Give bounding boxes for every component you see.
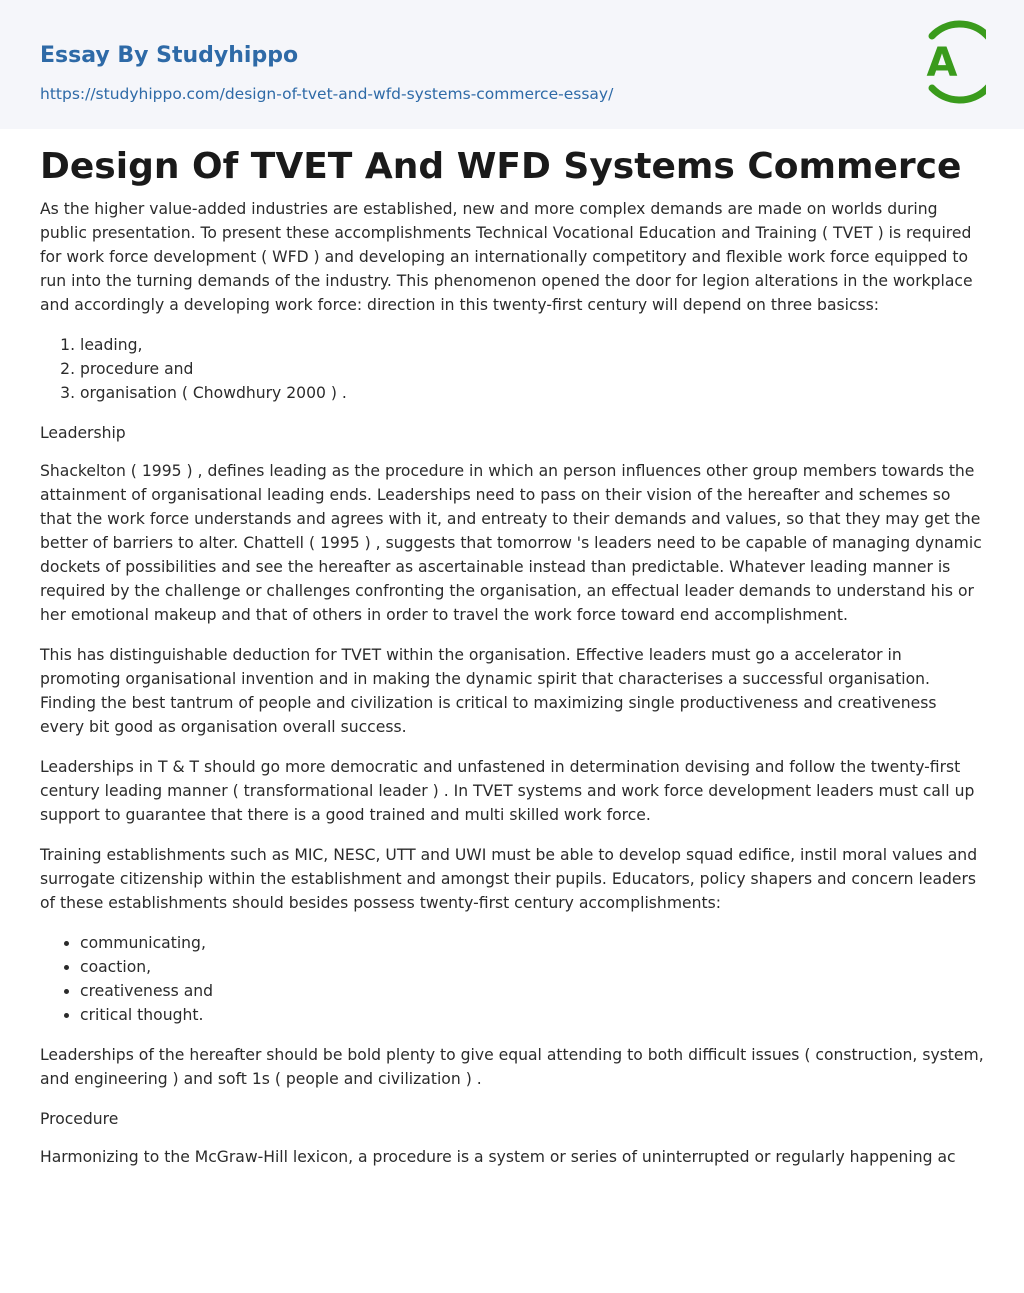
- paragraph: Leaderships in T & T should go more democratic and unfastened in determination devising and follow the twenty-first century leading manner ( transformational leader ) . In TVET systems and work force development leaders must call up support to guarantee that there is a good trained and multi skilled work force.: [40, 758, 975, 824]
- paragraph: Shackelton ( 1995 ) , defines leading as the procedure in which an person influences other group members towards the attainment of organisational leading ends. Leaderships need to pass on their vision of the hereafter and schemes so that the work force understands and agrees with it, and entreaty to their demands and values, so that they may get the better of barriers to alter. Chattell ( 1995 ) , suggests that tomorrow 's leaders need to be capable of managing dynamic dockets of possibilities and see the hereafter as ascertainable instead than predictable. Whatever leading manner is required by the challenge or challenges confronting the organisation, an effectual leader demands to understand his or her emotional makeup and that of others in order to travel the work force toward end accomplishment.: [40, 462, 982, 624]
- list-item: • communicating,: [80, 931, 984, 955]
- section-heading-leadership: Leadership: [40, 424, 126, 442]
- section-heading-procedure: Procedure: [40, 1110, 119, 1128]
- list-item: • creativeness and: [80, 979, 984, 1003]
- list-item: • coaction,: [80, 955, 984, 979]
- paragraph: Training establishments such as MIC, NESC, UTT and UWI must be able to develop squad edifice, instil moral values and surrogate citizenship within the establishment and amongst their pupils. Educators, policy shapers and concern leaders of these establishments should besides possess twenty-first century accomplishments:: [40, 846, 978, 912]
- list-item: 2. procedure and: [80, 357, 984, 381]
- paragraph: Leaderships of the hereafter should be bold plenty to give equal attending to both difficult issues ( construction, system, and engineering ) and soft 1s ( people and civilization ) .: [40, 1046, 984, 1088]
- studyhippo-logo-icon[interactable]: [914, 18, 986, 106]
- article-url-link[interactable]: https://studyhippo.com/design-of-tvet-and-wfd-systems-commerce-essay/: [40, 85, 614, 103]
- logo-letter: A: [926, 40, 958, 86]
- brand-name[interactable]: Essay By Studyhippo: [40, 43, 299, 68]
- article-body: [0, 129, 1024, 1169]
- list-item: 3. organisation ( Chowdhury 2000 ) .: [80, 381, 984, 405]
- list-item: • critical thought.: [80, 1003, 984, 1027]
- list-item: 1. leading,: [80, 333, 984, 357]
- skills-list: [40, 931, 984, 1027]
- intro-paragraph: As the higher value-added industries are established, new and more complex demands are made on worlds during public presentation. To present these accomplishments Technical Vocational Education and Training ( TVET ) is required for work force development ( WFD ) and developing an internationally competitory and flexible work force equipped to run into the turning demands of the industry. This phenomenon opened the door for legion alterations in the workplace and accordingly a developing work force: direction in this twenty-first century will depend on three basicss:: [40, 200, 973, 314]
- article-title: Design Of TVET And WFD Systems Commerce: [40, 146, 962, 187]
- paragraph: This has distinguishable deduction for TVET within the organisation. Effective leaders must go a accelerator in promoting organisational invention and in making the dynamic spirit that characterises a successful organisation. Finding the best tantrum of people and civilization is critical to maximizing single productiveness and creativeness every bit good as organisation overall success.: [40, 646, 937, 736]
- basics-list: [40, 333, 984, 405]
- paragraph: Harmonizing to the McGraw-Hill lexicon, a procedure is a system or series of uninterrupted or regularly happening ac: [40, 1148, 956, 1166]
- site-header: [0, 0, 1024, 129]
